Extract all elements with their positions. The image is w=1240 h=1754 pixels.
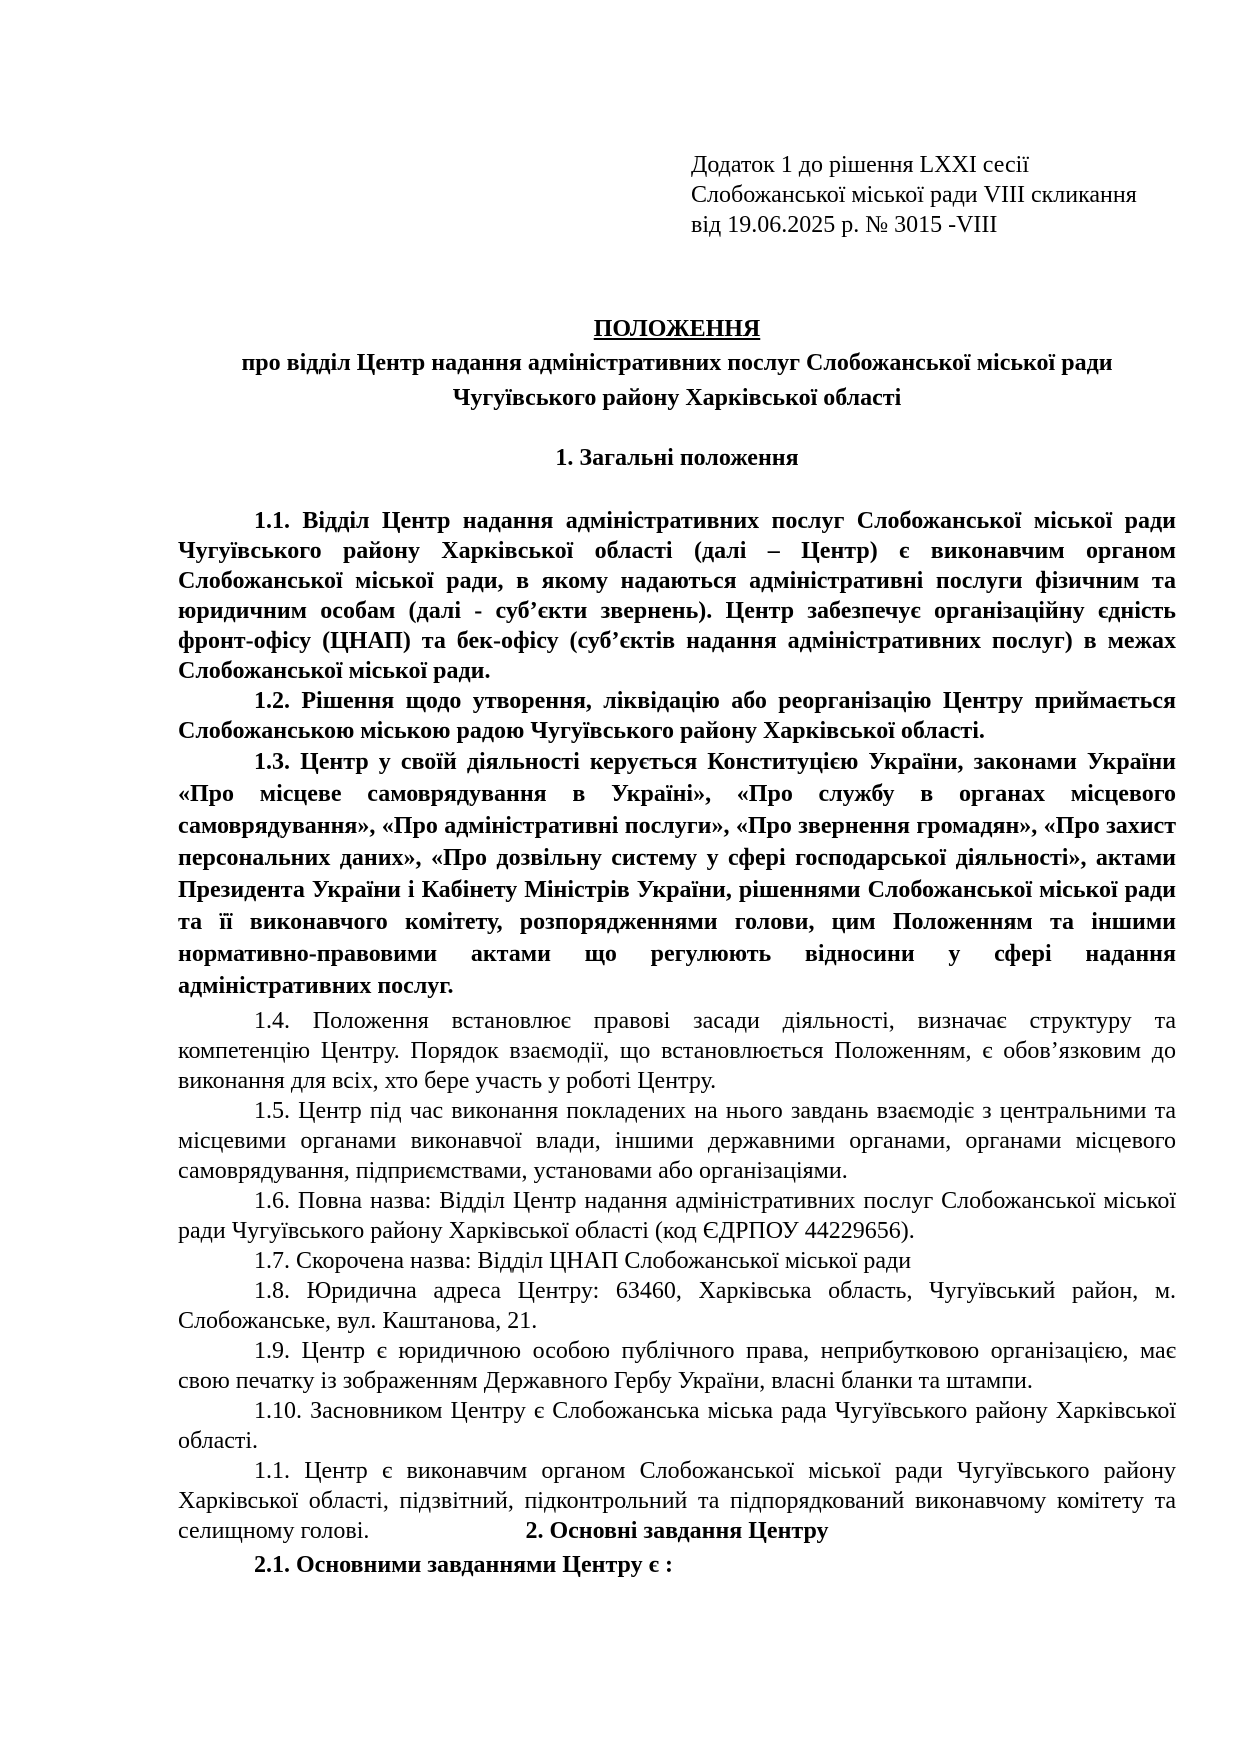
annex-header bbox=[691, 150, 1191, 240]
paragraph-1-11: 1.1. Центр є виконавчим органом Слобожанської міської ради Чугуївського району Харківської області, підзвітний, підконтрольний та підпорядкований виконавчому комітету та селищному голові. bbox=[178, 1458, 1176, 1544]
subtitle-line-1: про відділ Центр надання адміністративних послуг Слобожанської міської ради bbox=[241, 350, 1113, 376]
paragraph-1-2: 1.2. Рішення щодо утворення, ліквідацію або реорганізацію Центру приймається Слобожанською міською радою Чугуївського району Харківської області. bbox=[178, 688, 1176, 744]
document-subtitle bbox=[178, 346, 1176, 416]
paragraph-1-8: 1.8. Юридична адреса Центру: 63460, Харківська область, Чугуївський район, м. Слобожанське, вул. Каштанова, 21. bbox=[178, 1278, 1176, 1334]
paragraph-1-3: 1.3. Центр у своїй діяльності керується Конституцією України, законами України «Про місцеве самоврядування в Україні», «Про службу в органах місцевого самоврядування», «Про адміністративні послуги», «Про звернення громадян», «Про захист персональних даних», «Про дозвільну систему у сфері господарської діяльності», актами Президента України і Кабінету Міністрів України, рішеннями Слобожанської міської ради та її виконавчого комітету, розпорядженнями голови, цим Положенням та іншими нормативно-правовими актами що регулюють відносини у сфері надання адміністративних послуг. bbox=[178, 749, 1176, 999]
paragraph-1-1: 1.1. Відділ Центр надання адміністративних послуг Слобожанської міської ради Чугуївського району Харківської області (далі – Центр) є виконавчим органом Слобожанської міської ради, в якому надаються адміністративні послуги фізичним та юридичним особам (далі - суб’єкти звернень). Центр забезпечує організаційну єдність фронт-офісу (ЦНАП) та бек-офісу (суб’єктів надання адміністративних послуг) в межах Слобожанської міської ради. bbox=[178, 508, 1176, 684]
paragraph-1-4: 1.4. Положення встановлює правові засади діяльності, визначає структуру та компетенцію Центру. Порядок взаємодії, що встановлюється Положенням, є обов’язковим до виконання для всіх, хто бере участь у роботі Центру. bbox=[178, 1008, 1176, 1094]
annex-line-1: Додаток 1 до рішення LXXI сесії bbox=[691, 152, 1029, 178]
subtitle-line-2: Чугуївського району Харківської області bbox=[452, 385, 902, 411]
section-body-general bbox=[178, 506, 1176, 1546]
paragraph-1-10: 1.10. Засновником Центру є Слобожанська міська рада Чугуївського району Харківської області. bbox=[178, 1398, 1176, 1454]
document-title: ПОЛОЖЕННЯ bbox=[593, 316, 761, 342]
section-heading-tasks: 2. Основні завдання Центру bbox=[525, 1518, 829, 1544]
paragraph-2-1: 2.1. Основними завданнями Центру є : bbox=[254, 1552, 673, 1578]
annex-line-2: Слобожанської міської ради VIII скликання bbox=[691, 182, 1137, 208]
paragraph-1-5: 1.5. Центр під час виконання покладених на нього завдань взаємодіє з центральними та місцевими органами виконавчої влади, іншими державними органами, органами місцевого самоврядування, підприємствами, установами або організаціями. bbox=[178, 1098, 1176, 1184]
paragraph-1-9: 1.9. Центр є юридичною особою публічного права, неприбутковою організацією, має свою печатку із зображенням Державного Гербу України, власні бланки та штампи. bbox=[178, 1338, 1176, 1394]
paragraph-1-6: 1.6. Повна назва: Відділ Центр надання адміністративних послуг Слобожанської міської ради Чугуївського району Харківської області (код ЄДРПОУ 44229656). bbox=[178, 1188, 1176, 1244]
paragraph-1-7: 1.7. Скорочена назва: Відділ ЦНАП Слобожанської міської ради bbox=[254, 1248, 912, 1274]
section-heading-general: 1. Загальні положення bbox=[555, 445, 799, 471]
annex-line-3: від 19.06.2025 р. № 3015 -VIII bbox=[691, 212, 998, 238]
